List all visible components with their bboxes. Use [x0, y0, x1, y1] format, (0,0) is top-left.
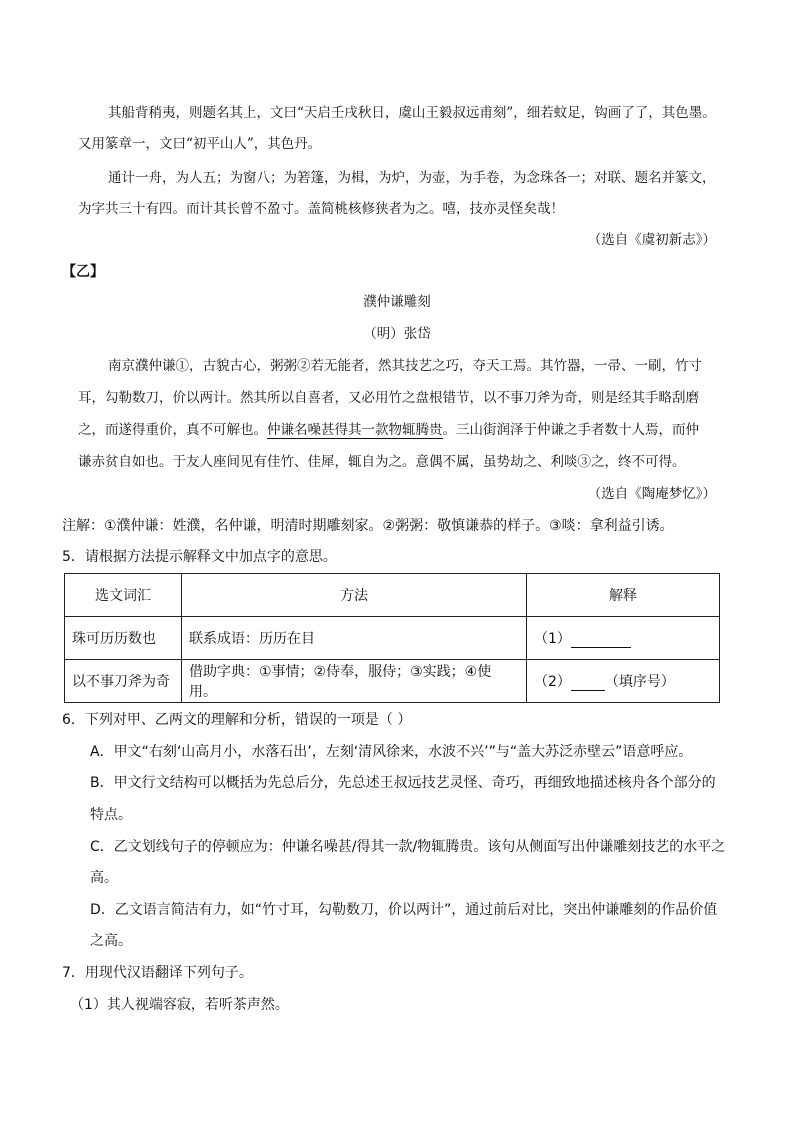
yi-author: （明）张岱	[363, 326, 431, 342]
yi-line-2: 耳，勾勒数刀，价以两计。然其所以自喜者，又必用竹之盘根错节，以不事刀斧为奇，则是经其手略刮磨	[78, 390, 699, 406]
answer-2-label: （2）	[534, 674, 571, 690]
option-d-line-1: D．乙文语言简洁有力，如“竹寸耳，勾勒数刀，价以两计”，通过前后对比，突出仲谦雕刻的作品价值	[90, 902, 718, 918]
yi-underlined-sentence: 仲谦名噪甚得其一款物辄腾贵	[267, 422, 443, 438]
yi-title: 濮仲谦雕刻	[363, 294, 431, 310]
jia-paragraph-1-line-2: 又用篆章一，文曰“初平山人”，其色丹。	[78, 136, 322, 152]
jia-paragraph-1-line-1: 其船背稍夷，则题名其上，文曰“天启壬戌秋日，虞山王毅叔远甫刻”，细若蚊足，钩画了了，其色墨。	[108, 105, 716, 121]
row-1-method: 联系成语：历历在目	[182, 617, 527, 660]
header-word: 选文词汇	[65, 574, 182, 617]
yi-line-3	[78, 420, 699, 440]
question-5-table	[64, 573, 720, 703]
option-d-line-2: 之高。	[90, 933, 132, 949]
option-c-line-1: C．乙文划线句子的停顿应为：仲谦名噪甚/得其一款/物辄腾贵。该句从侧面写出仲谦雕刻技艺的水平之	[90, 839, 726, 855]
answer-1-blank[interactable]	[571, 633, 631, 648]
header-method: 方法	[182, 574, 527, 617]
annotation-notes: 注解：①濮仲谦：姓濮，名仲谦，明清时期雕刻家。②粥粥：敬慎谦恭的样子。③啖：拿利益引诱。	[62, 518, 674, 534]
answer-1-label: （1）	[534, 631, 571, 647]
table-row	[65, 617, 720, 660]
jia-paragraph-2-line-2: 为字共三十有四。而计其长曾不盈寸。盖简桃核修狭者为之。嘻，技亦灵怪矣哉！	[78, 201, 564, 217]
yi-line-3-pre: 之，而遂得重价，真不可解也。	[78, 422, 267, 438]
row-1-answer	[527, 617, 720, 660]
jia-source: （选自《虞初新志》）	[587, 232, 716, 248]
row-2-answer	[527, 660, 720, 703]
table-header-row	[65, 574, 720, 617]
table-row	[65, 660, 720, 703]
option-a: A．甲文“右刻‘山高月小，水落石出’，左刻‘清风徐来，水波不兴’”与“盖大苏泛赤壁云”语意呼应。	[90, 744, 693, 760]
question-7-sentence-1: （1）其人视端容寂，若听茶声然。	[70, 997, 289, 1013]
jia-paragraph-2-line-1: 通计一舟，为人五；为窗八；为箬篷，为楫，为炉，为壶，为手卷，为念珠各一；对联、题名并篆文，	[108, 170, 716, 186]
yi-line-3-post: 。三山街润泽于仲谦之手者数十人焉，而仲	[442, 422, 699, 438]
question-6-stem: 6．下列对甲、乙两文的理解和分析，错误的一项是（ ）	[62, 712, 412, 728]
option-b-line-2: 特点。	[90, 807, 132, 823]
yi-line-4: 谦赤贫自如也。于友人座间见有佳竹、佳犀，辄自为之。意偶不属，虽势劫之、利啖③之，终不可得。	[78, 454, 686, 470]
yi-label: 【乙】	[62, 264, 104, 280]
yi-line-1: 南京濮仲谦①，古貌古心，粥粥②若无能者，然其技艺之巧，夺天工焉。其竹器，一帚、一刷，竹寸	[108, 358, 702, 374]
yi-source: （选自《陶庵梦忆》）	[587, 486, 716, 502]
question-5-stem: 5．请根据方法提示解释文中加点字的意思。	[62, 549, 337, 565]
row-2-word: 以不事刀斧为奇	[65, 660, 182, 703]
option-c-line-2: 高。	[90, 870, 118, 886]
question-7-stem: 7．用现代汉语翻译下列句子。	[62, 965, 253, 981]
header-answer: 解释	[527, 574, 720, 617]
row-2-method: 借助字典：①事情；②侍奉，服侍；③实践；④使用。	[182, 660, 527, 703]
option-b-line-1: B．甲文行文结构可以概括为先总后分，先总述王叔远技艺灵怪、奇巧，再细致地描述核舟各个部分的	[90, 775, 716, 791]
answer-2-blank[interactable]	[571, 676, 605, 691]
answer-2-hint: （填序号）	[604, 674, 675, 690]
row-1-word: 珠可历历数也	[65, 617, 182, 660]
